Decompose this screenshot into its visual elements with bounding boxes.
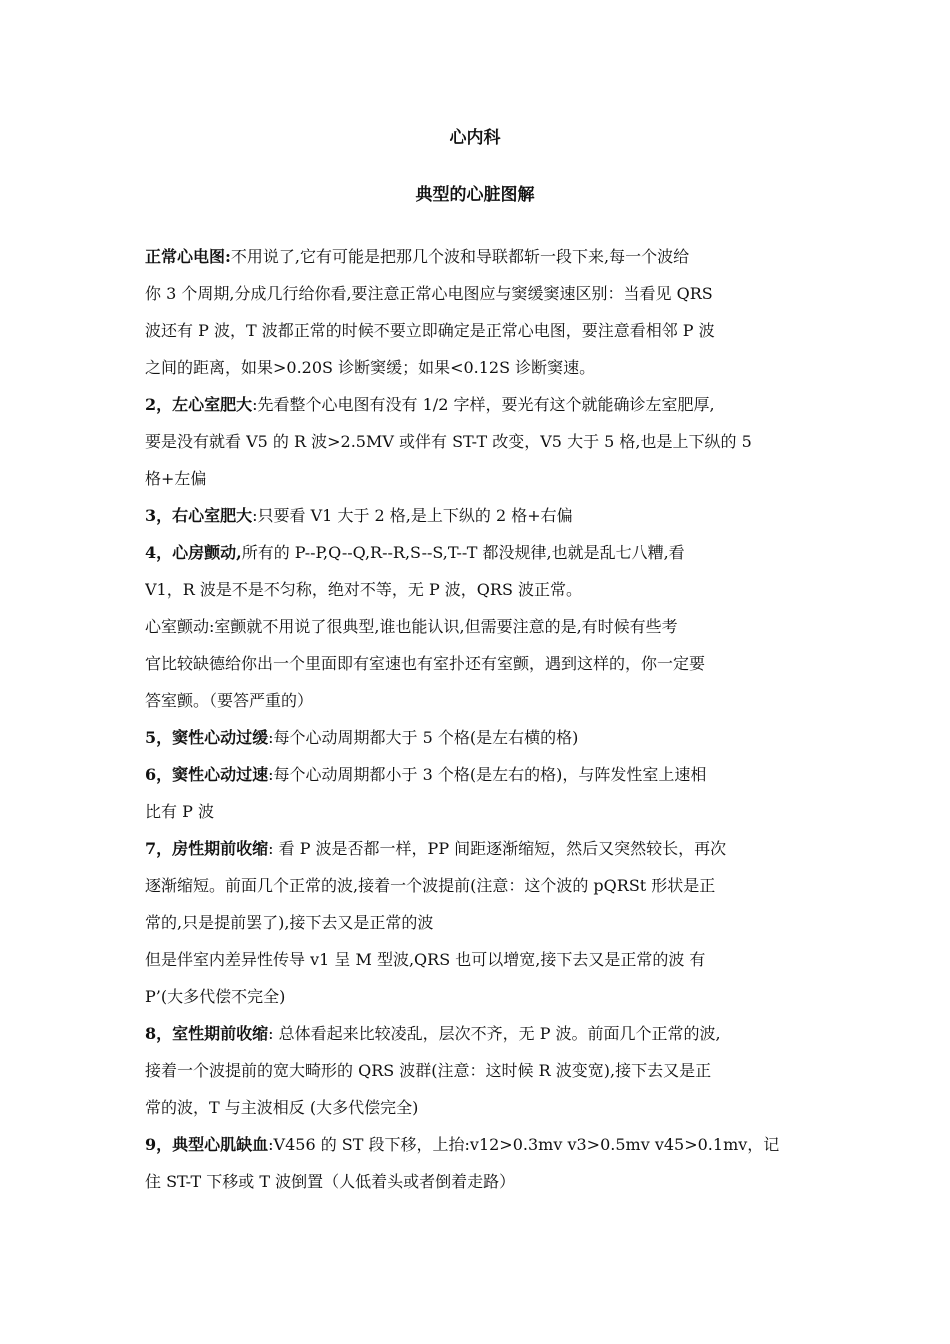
text-line [145, 423, 817, 460]
line-text: : 看 P 波是否都一样，PP 间距逐渐缩短，然后又突然较长，再次 [268, 839, 727, 858]
paragraph-atrial-premature [145, 830, 817, 941]
document-body [145, 238, 817, 1200]
text-line [145, 756, 817, 793]
bold-heading: 正常心电图: [145, 247, 231, 266]
line-text: :每个心动周期都大于 5 个格(是左右横的格) [268, 728, 579, 747]
text-line [145, 1015, 817, 1052]
line-text: :先看整个心电图有没有 1/2 字样，要光有这个就能确诊左室肥厚, [252, 395, 715, 414]
line-text: 波还有 P 波，T 波都正常的时候不要立即确定是正常心电图，要注意看相邻 P 波 [145, 321, 715, 340]
line-text: :只要看 V1 大于 2 格,是上下纵的 2 格+右偏 [252, 506, 573, 525]
line-text: P’(大多代偿不完全) [145, 987, 286, 1006]
line-text: 但是伴室内差异性传导 v1 呈 M 型波,QRS 也可以增宽,接下去又是正常的波 有 [145, 950, 706, 969]
line-text: 接着一个波提前的宽大畸形的 QRS 波群(注意：这时候 R 波变宽),接下去又是正 [145, 1061, 712, 1080]
text-line [145, 1052, 817, 1089]
text-line [145, 978, 817, 1015]
text-line [145, 682, 817, 719]
text-line [145, 534, 817, 571]
text-line [145, 571, 817, 608]
line-text: 心室颤动:室颤就不用说了很典型,谁也能认识,但需要注意的是,有时候有些考 [145, 617, 678, 636]
line-text: 常的波，T 与主波相反 (大多代偿完全) [145, 1098, 419, 1117]
text-line [145, 719, 817, 756]
paragraph-myocardial-ischemia [145, 1126, 817, 1200]
text-line [145, 904, 817, 941]
text-line [145, 830, 817, 867]
bold-heading: 7，房性期前收缩 [145, 839, 269, 858]
bold-heading: 3，右心室肥大 [145, 506, 253, 525]
document-subtitle: 典型的心脏图解 [415, 185, 535, 205]
bold-heading: 2，左心室肥大 [145, 395, 253, 414]
text-line [145, 460, 817, 497]
text-line [145, 1089, 817, 1126]
paragraph-normal-ecg [145, 238, 817, 386]
text-line [145, 645, 817, 682]
line-text: 所有的 P--P,Q--Q,R--R,S--S,T--T 都没规律,也就是乱七八糟,看 [241, 543, 685, 562]
paragraph-ventricular-premature [145, 1015, 817, 1126]
text-line [145, 1163, 817, 1200]
paragraph-lvh [145, 386, 817, 497]
line-text: 官比较缺德给你出一个里面即有室速也有室扑还有室颤，遇到这样的，你一定要 [145, 654, 706, 673]
text-line [145, 312, 817, 349]
line-text: 常的,只是提前罢了),接下去又是正常的波 [145, 913, 434, 932]
text-line [145, 793, 817, 830]
paragraph-sinus-bradycardia [145, 719, 817, 756]
paragraph-atrial-fibrillation [145, 534, 817, 608]
line-text: 逐渐缩短。前面几个正常的波,接着一个波提前(注意：这个波的 pQRSt 形状是正 [145, 876, 716, 895]
bold-heading: 9，典型心肌缺血 [145, 1135, 269, 1154]
paragraph-sinus-tachycardia [145, 756, 817, 830]
line-text: 答室颤。（要答严重的） [145, 691, 314, 710]
bold-heading: 8，室性期前收缩 [145, 1024, 269, 1043]
line-text: 不用说了,它有可能是把那几个波和导联都斩一段下来,每一个波给 [230, 247, 690, 266]
text-line [145, 275, 817, 312]
bold-heading: 5，窦性心动过缓 [145, 728, 269, 747]
line-text: :V456 的 ST 段下移，上抬:v12>0.3mv v3>0.5mv v45>0.1mv，记 [268, 1135, 780, 1154]
text-line [145, 349, 817, 386]
text-line [145, 941, 817, 978]
line-text: 之间的距离，如果>0.20S 诊断窦缓；如果<0.12S 诊断窦速。 [145, 358, 596, 377]
line-text: 比有 P 波 [145, 802, 214, 821]
paragraph-rvh [145, 497, 817, 534]
text-line [145, 867, 817, 904]
paragraph-aberrant-conduction [145, 941, 817, 1015]
text-line [145, 497, 817, 534]
line-text: 住 ST-T 下移或 T 波倒置（人低着头或者倒着走路） [145, 1172, 516, 1191]
paragraph-ventricular-fibrillation [145, 608, 817, 719]
line-text: 你 3 个周期,分成几行给你看,要注意正常心电图应与窦缓窦速区别：当看见 QRS [145, 284, 713, 303]
text-line [145, 386, 817, 423]
department-title: 心内科 [449, 128, 501, 148]
line-text: 格+左偏 [145, 469, 207, 488]
text-line [145, 238, 817, 275]
text-line [145, 608, 817, 645]
line-text: : 总体看起来比较凌乱，层次不齐，无 P 波。前面几个正常的波, [268, 1024, 721, 1043]
line-text: V1，R 波是不是不匀称，绝对不等，无 P 波，QRS 波正常。 [145, 580, 583, 599]
bold-heading: 4，心房颤动, [145, 543, 242, 562]
line-text: 要是没有就看 V5 的 R 波>2.5MV 或伴有 ST-T 改变，V5 大于 5 格,也是上下纵的 5 [145, 432, 752, 451]
line-text: :每个心动周期都小于 3 个格(是左右的格)，与阵发性室上速相 [268, 765, 707, 784]
text-line [145, 1126, 817, 1163]
bold-heading: 6，窦性心动过速 [145, 765, 269, 784]
